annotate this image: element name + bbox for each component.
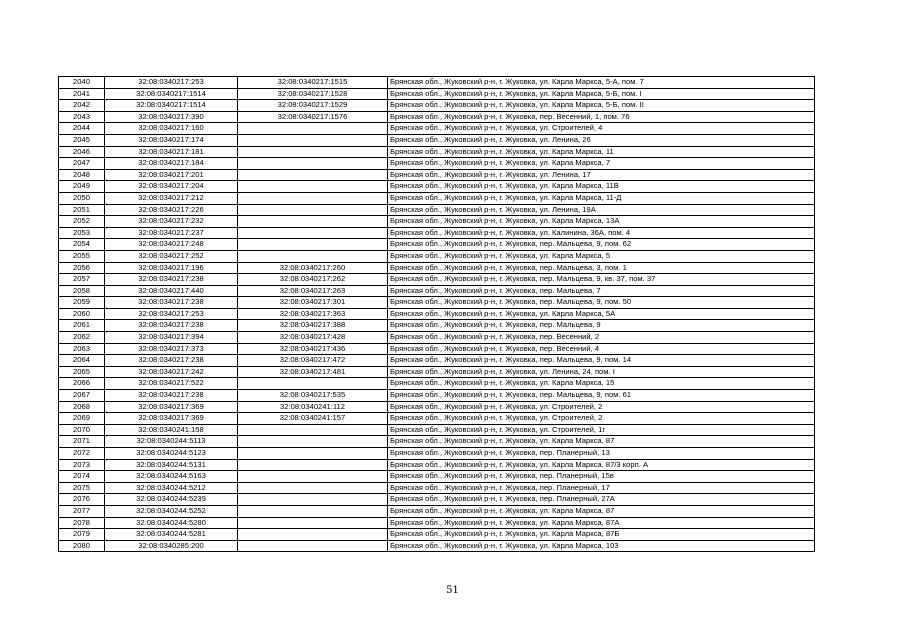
- table-row: [59, 274, 815, 286]
- cadastral-number-cell: 32:08:0340285:200: [105, 540, 238, 552]
- address-cell: Брянская обл., Жуковский р-н, г. Жуковка, ул. Карла Маркса, 87: [388, 505, 815, 517]
- address-cell: Брянская обл., Жуковский р-н, г. Жуковка, ул. Карла Маркса, 5-Б, пом. I: [388, 88, 815, 100]
- related-cadastral-number-cell: [238, 471, 388, 483]
- table-row: [59, 88, 815, 100]
- table-row: [59, 181, 815, 193]
- table-row: [59, 517, 815, 529]
- row-number-cell: 2044: [59, 123, 105, 135]
- related-cadastral-number-cell: 32:08:0340217:1529: [238, 100, 388, 112]
- cadastral-number-cell: 32:08:0340244:5281: [105, 529, 238, 541]
- row-number-cell: 2067: [59, 390, 105, 402]
- table-row: [59, 401, 815, 413]
- row-number-cell: 2043: [59, 111, 105, 123]
- cadastral-number-cell: 32:08:0340244:5113: [105, 436, 238, 448]
- table-row: [59, 239, 815, 251]
- table-row: [59, 134, 815, 146]
- row-number-cell: 2073: [59, 459, 105, 471]
- cadastral-table: [58, 76, 815, 552]
- cadastral-number-cell: 32:08:0340241:158: [105, 424, 238, 436]
- related-cadastral-number-cell: 32:08:0340217:472: [238, 355, 388, 367]
- row-number-cell: 2069: [59, 413, 105, 425]
- table-row: [59, 482, 815, 494]
- row-number-cell: 2061: [59, 320, 105, 332]
- cadastral-number-cell: 32:08:0340217:1514: [105, 88, 238, 100]
- cadastral-number-cell: 32:08:0340217:248: [105, 239, 238, 251]
- table-row: [59, 216, 815, 228]
- related-cadastral-number-cell: 32:08:0340241:157: [238, 413, 388, 425]
- related-cadastral-number-cell: [238, 192, 388, 204]
- cadastral-number-cell: 32:08:0340217:160: [105, 123, 238, 135]
- row-number-cell: 2054: [59, 239, 105, 251]
- address-cell: Брянская обл., Жуковский р-н, г. Жуковка, ул. Карла Маркса, 13А: [388, 216, 815, 228]
- related-cadastral-number-cell: [238, 529, 388, 541]
- row-number-cell: 2078: [59, 517, 105, 529]
- address-cell: Брянская обл., Жуковский р-н, г. Жуковка, пер. Планерный, 15в: [388, 471, 815, 483]
- related-cadastral-number-cell: 32:08:0340217:1528: [238, 88, 388, 100]
- address-cell: Брянская обл., Жуковский р-н, г. Жуковка, ул. Ленина, 19А: [388, 204, 815, 216]
- table-row: [59, 343, 815, 355]
- row-number-cell: 2052: [59, 216, 105, 228]
- address-cell: Брянская обл., Жуковский р-н, г. Жуковка, ул. Ленина, 26: [388, 134, 815, 146]
- row-number-cell: 2060: [59, 308, 105, 320]
- related-cadastral-number-cell: [238, 424, 388, 436]
- cadastral-number-cell: 32:08:0340244:5163: [105, 471, 238, 483]
- row-number-cell: 2072: [59, 448, 105, 460]
- related-cadastral-number-cell: 32:08:0340217:1515: [238, 77, 388, 89]
- cadastral-number-cell: 32:08:0340217:522: [105, 378, 238, 390]
- related-cadastral-number-cell: [238, 239, 388, 251]
- table-row: [59, 436, 815, 448]
- cadastral-number-cell: 32:08:0340244:5252: [105, 505, 238, 517]
- cadastral-number-cell: 32:08:0340217:201: [105, 169, 238, 181]
- related-cadastral-number-cell: 32:08:0340217:428: [238, 332, 388, 344]
- address-cell: Брянская обл., Жуковский р-н, г. Жуковка, пер. Мальцева, 9, пом. 50: [388, 297, 815, 309]
- row-number-cell: 2068: [59, 401, 105, 413]
- row-number-cell: 2053: [59, 227, 105, 239]
- related-cadastral-number-cell: [238, 494, 388, 506]
- address-cell: Брянская обл., Жуковский р-н, г. Жуковка, ул. Строителей, 2: [388, 413, 815, 425]
- address-cell: Брянская обл., Жуковский р-н, г. Жуковка, ул. Карла Маркса, 87Б: [388, 529, 815, 541]
- address-cell: Брянская обл., Жуковский р-н, г. Жуковка, ул. Карла Маркса, 15: [388, 378, 815, 390]
- related-cadastral-number-cell: [238, 517, 388, 529]
- address-cell: Брянская обл., Жуковский р-н, г. Жуковка, ул. Карла Маркса, 103: [388, 540, 815, 552]
- row-number-cell: 2047: [59, 158, 105, 170]
- cadastral-number-cell: 32:08:0340217:238: [105, 390, 238, 402]
- row-number-cell: 2049: [59, 181, 105, 193]
- address-cell: Брянская обл., Жуковский р-н, г. Жуковка, ул. Строителей, 1г: [388, 424, 815, 436]
- address-cell: Брянская обл., Жуковский р-н, г. Жуковка, ул. Карла Маркса, 5-Б, пом. II: [388, 100, 815, 112]
- cadastral-number-cell: 32:08:0340244:5212: [105, 482, 238, 494]
- related-cadastral-number-cell: 32:08:0340217:263: [238, 285, 388, 297]
- cadastral-number-cell: 32:08:0340217:242: [105, 366, 238, 378]
- address-cell: Брянская обл., Жуковский р-н, г. Жуковка, ул. Карла Маркса, 87/3 корп. А: [388, 459, 815, 471]
- row-number-cell: 2050: [59, 192, 105, 204]
- cadastral-number-cell: 32:08:0340217:238: [105, 320, 238, 332]
- row-number-cell: 2059: [59, 297, 105, 309]
- row-number-cell: 2080: [59, 540, 105, 552]
- address-cell: Брянская обл., Жуковский р-н, г. Жуковка, ул. Карла Маркса, 11В: [388, 181, 815, 193]
- table-row: [59, 540, 815, 552]
- cadastral-number-cell: 32:08:0340217:238: [105, 297, 238, 309]
- table-row: [59, 77, 815, 89]
- related-cadastral-number-cell: [238, 158, 388, 170]
- address-cell: Брянская обл., Жуковский р-н, г. Жуковка, ул. Ленина, 17: [388, 169, 815, 181]
- related-cadastral-number-cell: [238, 448, 388, 460]
- related-cadastral-number-cell: 32:08:0340217:535: [238, 390, 388, 402]
- related-cadastral-number-cell: [238, 459, 388, 471]
- table-row: [59, 366, 815, 378]
- row-number-cell: 2063: [59, 343, 105, 355]
- related-cadastral-number-cell: [238, 482, 388, 494]
- address-cell: Брянская обл., Жуковский р-н, г. Жуковка, пер. Мальцева, 9, пом. 62: [388, 239, 815, 251]
- related-cadastral-number-cell: [238, 134, 388, 146]
- table-row: [59, 204, 815, 216]
- table-row: [59, 390, 815, 402]
- table-row: [59, 250, 815, 262]
- related-cadastral-number-cell: [238, 123, 388, 135]
- table-row: [59, 471, 815, 483]
- related-cadastral-number-cell: [238, 216, 388, 228]
- row-number-cell: 2042: [59, 100, 105, 112]
- cadastral-number-cell: 32:08:0340244:5280: [105, 517, 238, 529]
- address-cell: Брянская обл., Жуковский р-н, г. Жуковка, пер. Мальцева, 9, пом. 14: [388, 355, 815, 367]
- address-cell: Брянская обл., Жуковский р-н, г. Жуковка, ул. Карла Маркса, 11-Д: [388, 192, 815, 204]
- table-row: [59, 424, 815, 436]
- cadastral-number-cell: 32:08:0340217:369: [105, 401, 238, 413]
- row-number-cell: 2048: [59, 169, 105, 181]
- page-number: 51: [446, 585, 459, 596]
- related-cadastral-number-cell: 32:08:0340217:388: [238, 320, 388, 332]
- row-number-cell: 2079: [59, 529, 105, 541]
- address-cell: Брянская обл., Жуковский р-н, г. Жуковка, ул. Карла Маркса, 7: [388, 158, 815, 170]
- cadastral-number-cell: 32:08:0340217:1514: [105, 100, 238, 112]
- row-number-cell: 2077: [59, 505, 105, 517]
- row-number-cell: 2056: [59, 262, 105, 274]
- table-row: [59, 505, 815, 517]
- related-cadastral-number-cell: [238, 378, 388, 390]
- cadastral-number-cell: 32:08:0340217:394: [105, 332, 238, 344]
- table-row: [59, 262, 815, 274]
- cadastral-number-cell: 32:08:0340217:369: [105, 413, 238, 425]
- cadastral-number-cell: 32:08:0340217:440: [105, 285, 238, 297]
- related-cadastral-number-cell: [238, 227, 388, 239]
- cadastral-number-cell: 32:08:0340217:237: [105, 227, 238, 239]
- row-number-cell: 2051: [59, 204, 105, 216]
- table-body: [59, 77, 815, 552]
- table-row: [59, 494, 815, 506]
- cadastral-number-cell: 32:08:0340217:373: [105, 343, 238, 355]
- address-cell: Брянская обл., Жуковский р-н, г. Жуковка, ул. Строителей, 2: [388, 401, 815, 413]
- related-cadastral-number-cell: [238, 181, 388, 193]
- address-cell: Брянская обл., Жуковский р-н, г. Жуковка, пер. Планерный, 13: [388, 448, 815, 460]
- row-number-cell: 2070: [59, 424, 105, 436]
- row-number-cell: 2040: [59, 77, 105, 89]
- table-row: [59, 413, 815, 425]
- row-number-cell: 2041: [59, 88, 105, 100]
- address-cell: Брянская обл., Жуковский р-н, г. Жуковка, пер. Весенний, 2: [388, 332, 815, 344]
- row-number-cell: 2071: [59, 436, 105, 448]
- related-cadastral-number-cell: 32:08:0340217:436: [238, 343, 388, 355]
- related-cadastral-number-cell: 32:08:0340217:363: [238, 308, 388, 320]
- related-cadastral-number-cell: [238, 169, 388, 181]
- related-cadastral-number-cell: [238, 540, 388, 552]
- address-cell: Брянская обл., Жуковский р-н, г. Жуковка, ул. Калинина, 36А, пом. 4: [388, 227, 815, 239]
- row-number-cell: 2065: [59, 366, 105, 378]
- table-row: [59, 529, 815, 541]
- table-row: [59, 459, 815, 471]
- address-cell: Брянская обл., Жуковский р-н, г. Жуковка, пер. Мальцева, 3, пом. 1: [388, 262, 815, 274]
- table-row: [59, 227, 815, 239]
- related-cadastral-number-cell: 32:08:0340241:112: [238, 401, 388, 413]
- related-cadastral-number-cell: [238, 250, 388, 262]
- row-number-cell: 2076: [59, 494, 105, 506]
- table-row: [59, 378, 815, 390]
- cadastral-number-cell: 32:08:0340217:212: [105, 192, 238, 204]
- address-cell: Брянская обл., Жуковский р-н, г. Жуковка, ул. Строителей, 4: [388, 123, 815, 135]
- row-number-cell: 2055: [59, 250, 105, 262]
- address-cell: Брянская обл., Жуковский р-н, г. Жуковка, пер. Мальцева, 9, кв. 37, пом. 37: [388, 274, 815, 286]
- table-row: [59, 146, 815, 158]
- address-cell: Брянская обл., Жуковский р-н, г. Жуковка, пер. Мальцева, 9, пом. 61: [388, 390, 815, 402]
- table-row: [59, 100, 815, 112]
- table-row: [59, 320, 815, 332]
- row-number-cell: 2075: [59, 482, 105, 494]
- related-cadastral-number-cell: 32:08:0340217:1576: [238, 111, 388, 123]
- row-number-cell: 2046: [59, 146, 105, 158]
- address-cell: Брянская обл., Жуковский р-н, г. Жуковка, ул. Карла Маркса, 5А: [388, 308, 815, 320]
- table-row: [59, 448, 815, 460]
- row-number-cell: 2066: [59, 378, 105, 390]
- address-cell: Брянская обл., Жуковский р-н, г. Жуковка, пер. Мальцева, 9: [388, 320, 815, 332]
- table-row: [59, 332, 815, 344]
- cadastral-number-cell: 32:08:0340217:390: [105, 111, 238, 123]
- table-row: [59, 192, 815, 204]
- address-cell: Брянская обл., Жуковский р-н, г. Жуковка, пер. Весенний, 4: [388, 343, 815, 355]
- address-cell: Брянская обл., Жуковский р-н, г. Жуковка, ул. Карла Маркса, 11: [388, 146, 815, 158]
- cadastral-number-cell: 32:08:0340217:253: [105, 308, 238, 320]
- address-cell: Брянская обл., Жуковский р-н, г. Жуковка, ул. Карла Маркса, 5-А, пом. 7: [388, 77, 815, 89]
- cadastral-number-cell: 32:08:0340217:196: [105, 262, 238, 274]
- row-number-cell: 2058: [59, 285, 105, 297]
- address-cell: Брянская обл., Жуковский р-н, г. Жуковка, пер. Весенний, 1, пом. 76: [388, 111, 815, 123]
- row-number-cell: 2074: [59, 471, 105, 483]
- table-row: [59, 123, 815, 135]
- row-number-cell: 2064: [59, 355, 105, 367]
- address-cell: Брянская обл., Жуковский р-н, г. Жуковка, пер. Планерный, 17: [388, 482, 815, 494]
- related-cadastral-number-cell: 32:08:0340217:481: [238, 366, 388, 378]
- cadastral-number-cell: 32:08:0340217:238: [105, 274, 238, 286]
- related-cadastral-number-cell: [238, 204, 388, 216]
- cadastral-number-cell: 32:08:0340217:226: [105, 204, 238, 216]
- table-row: [59, 169, 815, 181]
- cadastral-number-cell: 32:08:0340217:238: [105, 355, 238, 367]
- address-cell: Брянская обл., Жуковский р-н, г. Жуковка, ул. Карла Маркса, 5: [388, 250, 815, 262]
- address-cell: Брянская обл., Жуковский р-н, г. Жуковка, пер. Планерный, 27А: [388, 494, 815, 506]
- cadastral-number-cell: 32:08:0340217:174: [105, 134, 238, 146]
- cadastral-number-cell: 32:08:0340217:232: [105, 216, 238, 228]
- address-cell: Брянская обл., Жуковский р-н, г. Жуковка, пер. Мальцева, 7: [388, 285, 815, 297]
- related-cadastral-number-cell: 32:08:0340217:262: [238, 274, 388, 286]
- table-row: [59, 285, 815, 297]
- address-cell: Брянская обл., Жуковский р-н, г. Жуковка, ул. Карла Маркса, 87: [388, 436, 815, 448]
- cadastral-number-cell: 32:08:0340217:252: [105, 250, 238, 262]
- table-row: [59, 111, 815, 123]
- related-cadastral-number-cell: 32:08:0340217:260: [238, 262, 388, 274]
- related-cadastral-number-cell: [238, 505, 388, 517]
- cadastral-number-cell: 32:08:0340217:253: [105, 77, 238, 89]
- row-number-cell: 2057: [59, 274, 105, 286]
- cadastral-number-cell: 32:08:0340217:181: [105, 146, 238, 158]
- address-cell: Брянская обл., Жуковский р-н, г. Жуковка, ул. Ленина, 24, пом. I: [388, 366, 815, 378]
- row-number-cell: 2045: [59, 134, 105, 146]
- table-row: [59, 158, 815, 170]
- table-row: [59, 297, 815, 309]
- table-row: [59, 355, 815, 367]
- cadastral-number-cell: 32:08:0340217:204: [105, 181, 238, 193]
- table-row: [59, 308, 815, 320]
- address-cell: Брянская обл., Жуковский р-н, г. Жуковка, ул. Карла Маркса, 87А: [388, 517, 815, 529]
- row-number-cell: 2062: [59, 332, 105, 344]
- cadastral-number-cell: 32:08:0340244:5239: [105, 494, 238, 506]
- cadastral-number-cell: 32:08:0340244:5123: [105, 448, 238, 460]
- related-cadastral-number-cell: [238, 436, 388, 448]
- related-cadastral-number-cell: [238, 146, 388, 158]
- cadastral-number-cell: 32:08:0340244:5131: [105, 459, 238, 471]
- related-cadastral-number-cell: 32:08:0340217:301: [238, 297, 388, 309]
- cadastral-number-cell: 32:08:0340217:184: [105, 158, 238, 170]
